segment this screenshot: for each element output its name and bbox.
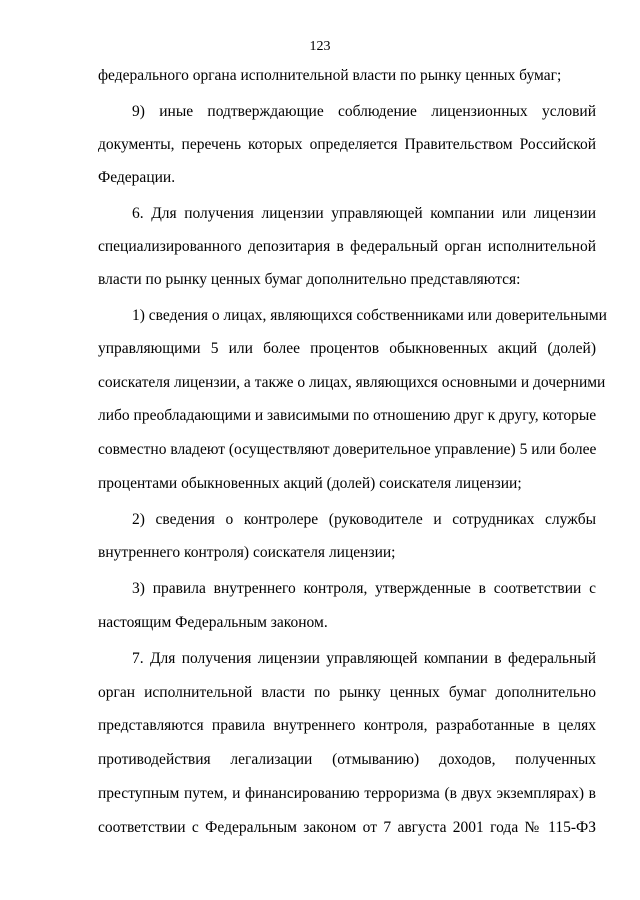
text-line: 6. Для получения лицензии управляющей компании или лицензии (132, 205, 596, 222)
text-line: процентами обыкновенных акций (долей) соискателя лицензии; (98, 475, 522, 492)
text-line: либо преобладающими и зависимыми по отношению друг к другу, которые (98, 407, 597, 424)
text-line: настоящим Федеральным законом. (98, 614, 328, 631)
text-line: специализированного депозитария в федеральный орган исполнительной (98, 238, 596, 255)
text-line: 7. Для получения лицензии управляющей компании в федеральный (132, 650, 596, 667)
text-line: Федерации. (98, 169, 176, 186)
text-line: 3) правила внутреннего контроля, утвержденные в соответствии с (132, 580, 596, 597)
text-line: орган исполнительной власти по рынку ценных бумаг дополнительно (98, 684, 596, 701)
page-number: 123 (309, 39, 331, 54)
text-line: 2) сведения о контролере (руководителе и сотрудниках службы (132, 511, 596, 528)
text-line: 1) сведения о лицах, являющихся собственниками или доверительными (132, 307, 607, 324)
text-line: соответствии с Федеральным законом от 7 августа 2001 года № 115-ФЗ (98, 819, 596, 836)
text-line: федерального органа исполнительной власти по рынку ценных бумаг; (98, 67, 562, 84)
text-line: власти по рынку ценных бумаг дополнительно представляются: (98, 271, 521, 288)
text-line: преступным путем, и финансированию терроризма (в двух экземплярах) в (98, 785, 596, 802)
text-line: противодействия легализации (отмыванию) доходов, полученных (98, 751, 596, 768)
text-line: 9) иные подтверждающие соблюдение лицензионных условий (132, 103, 596, 120)
text-line: внутреннего контроля) соискателя лицензии; (98, 544, 396, 561)
text-line: совместно владеют (осуществляют доверительное управление) 5 или более (98, 441, 597, 458)
text-line: документы, перечень которых определяется Правительством Российской (98, 136, 596, 153)
text-line: управляющими 5 или более процентов обыкновенных акций (долей) (98, 340, 596, 357)
text-line: соискателя лицензии, а также о лицах, являющихся основными и дочерними (98, 374, 606, 391)
text-line: представляются правила внутреннего контроля, разработанные в целях (98, 717, 596, 734)
